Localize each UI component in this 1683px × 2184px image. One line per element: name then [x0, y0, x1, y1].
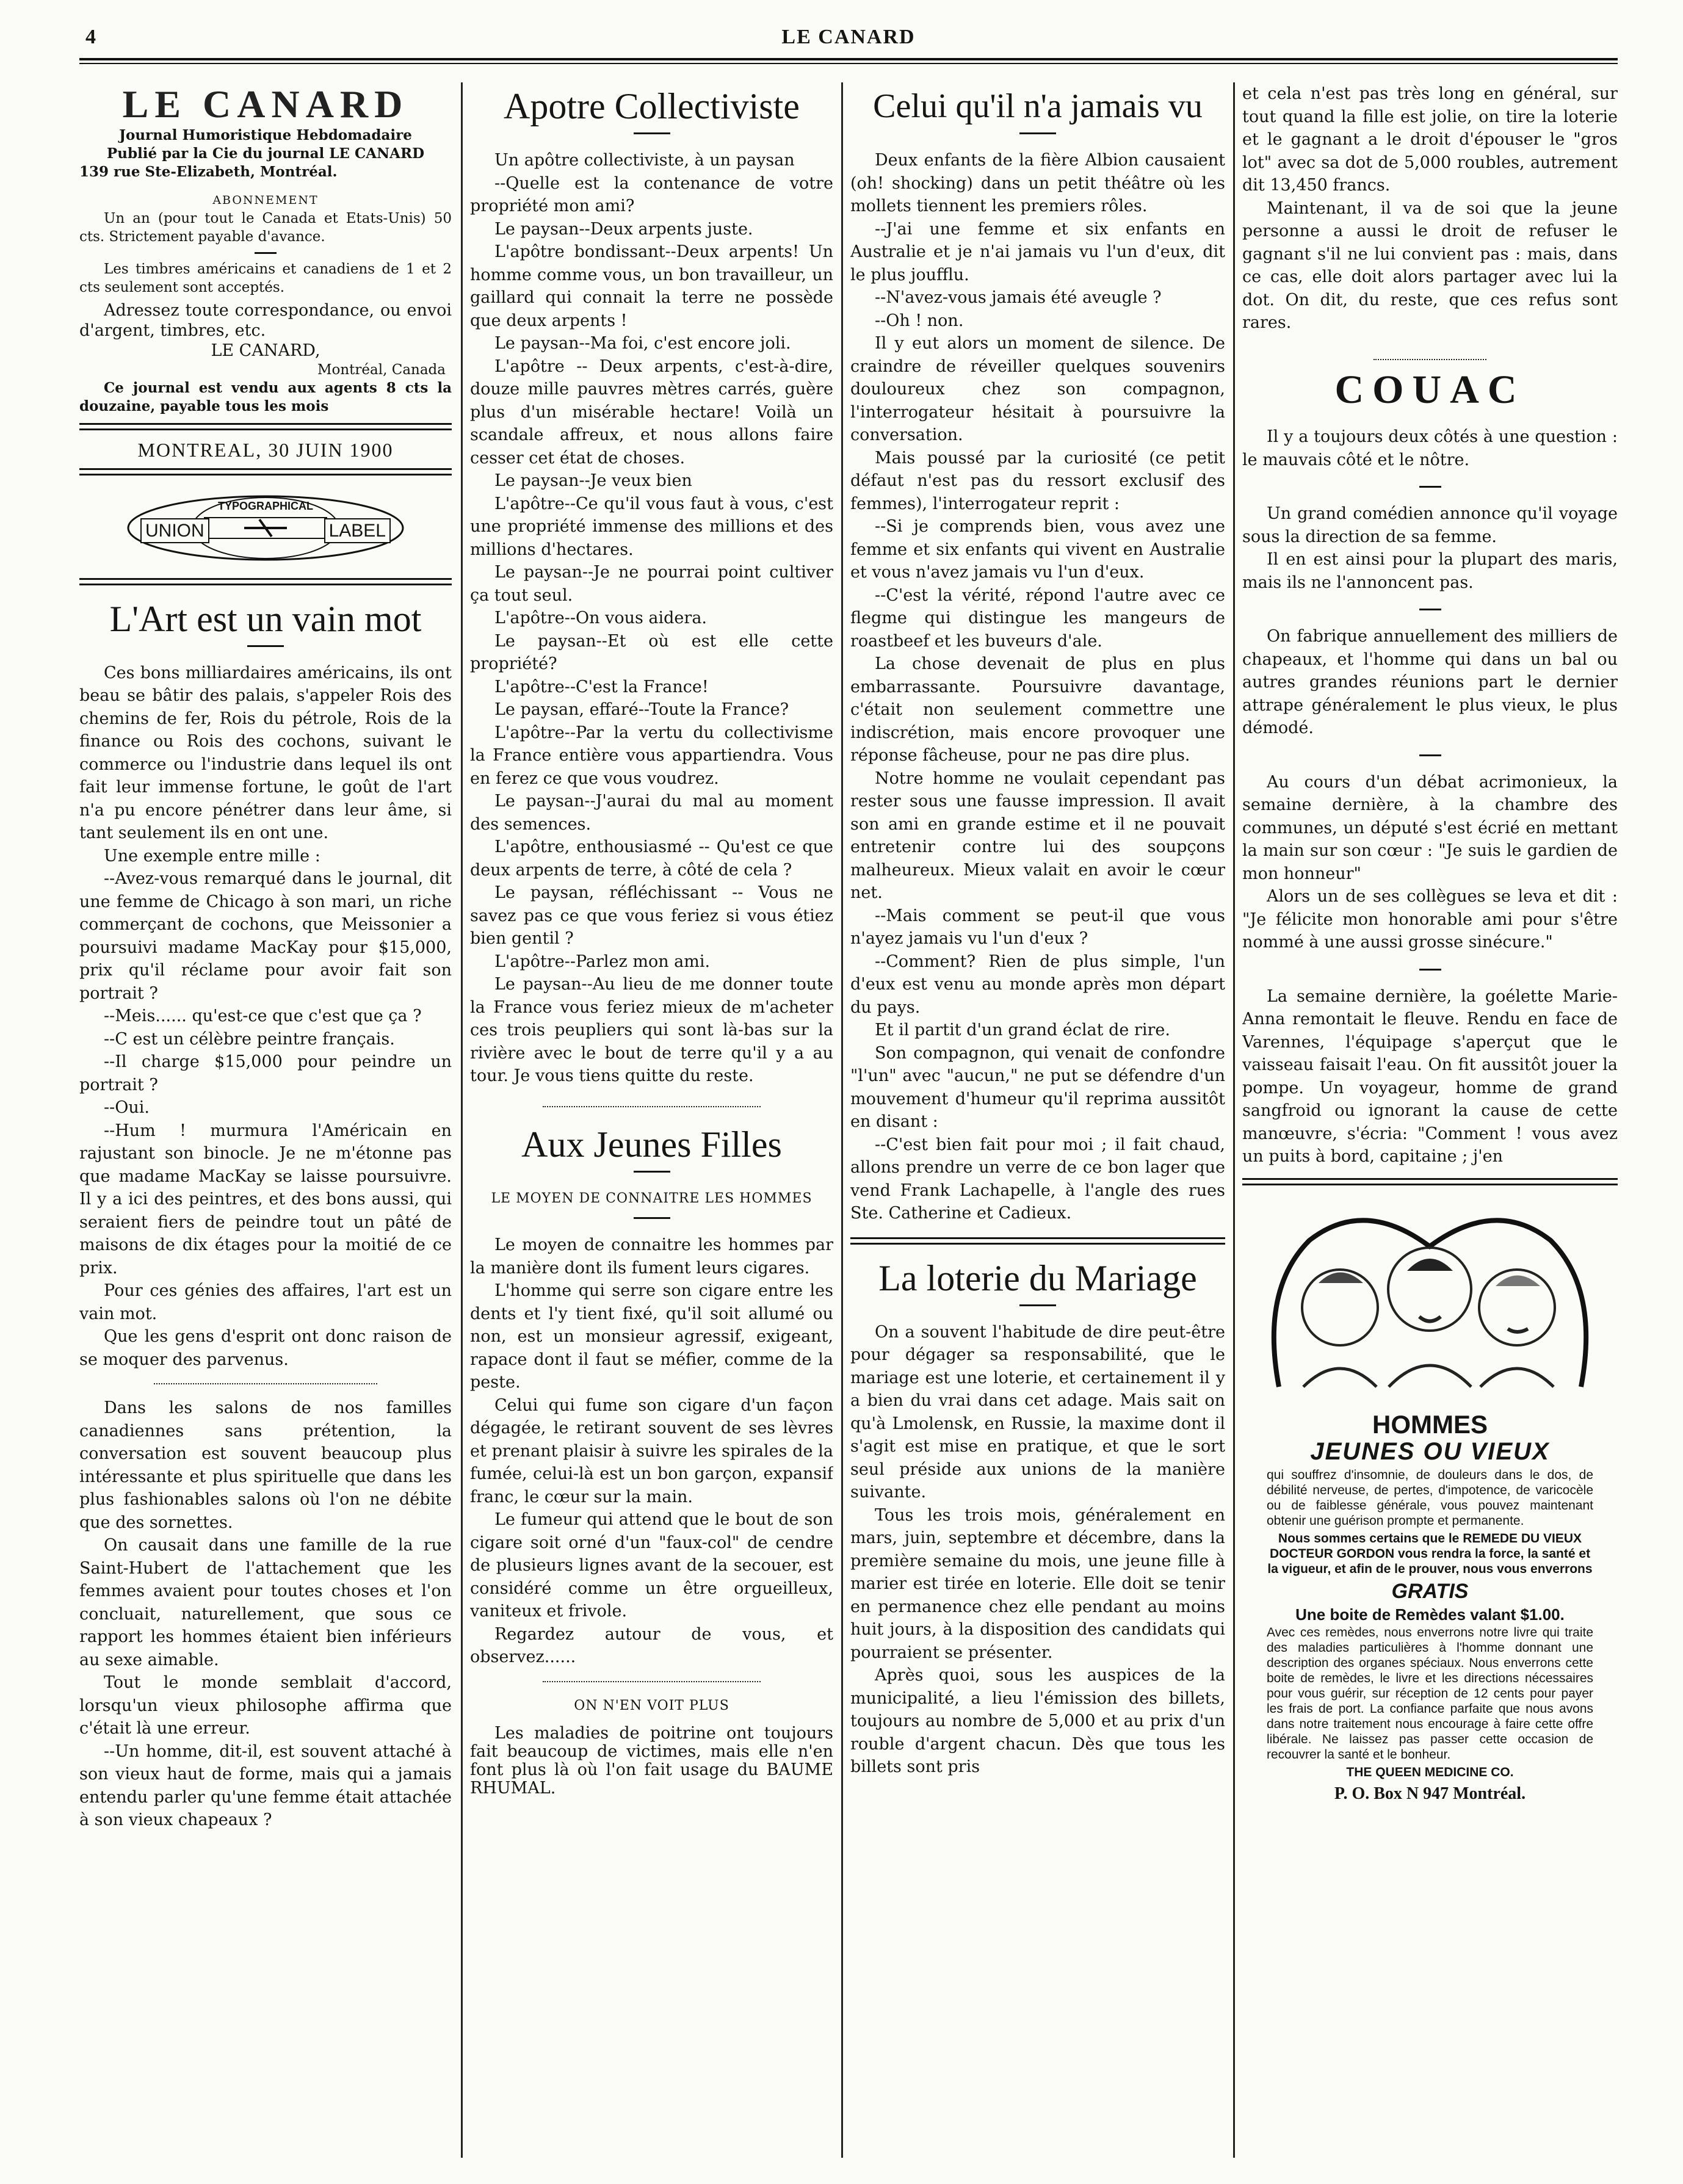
column-2	[470, 82, 833, 2158]
ornament-divider	[1374, 359, 1486, 360]
paragraph: --N'avez-vous jamais été aveugle ?	[875, 288, 1162, 307]
ad-body: Avec ces remèdes, nous enverrons notre livre qui traite des maladies particulières à l'homme donnant une description des organes spéciaux. Nous enverrons cette boite de remèdes, le livre et les directions nécessaires pour vous guérir, sur réception de 12 cents pour payer les frais de port. La confiance parfaite que nous avons dans notre traitement nous encourage à faire cette offre libérale. Ne laissez pas passer cette occasion de recouvrer la santé et le bonheur.	[1267, 1625, 1593, 1762]
section-rule	[79, 578, 452, 585]
divider	[1419, 754, 1441, 756]
union-label-logo	[122, 490, 409, 563]
paragraph: Deux enfants de la fière Albion causaient (oh! shocking) dans un petit théâtre où les mollets tiennent les premiers rôles.	[850, 151, 1225, 215]
ad-body: qui souffrez d'insomnie, de douleurs dans le dos, de débilité nerveuse, de pertes, d'impotence, de varicocèle ou de faiblesse générale, vous pouvez maintenant obtenir une guérison prompte et permanente.	[1267, 1468, 1593, 1528]
paragraph: L'apôtre, enthousiasmé -- Qu'est ce que deux arpents de terre, à côté de cela ?	[470, 837, 833, 880]
paragraph: Le fumeur qui attend que le bout de son cigare soit orné d'un "faux-col" de cendre de plusieurs lignes avant de la secouer, est considéré comme un être orgueilleux, vaniteux et frivole.	[470, 1510, 833, 1621]
paragraph: Il y a toujours deux côtés à une question : le mauvais côté et le nôtre.	[1242, 427, 1618, 469]
section-title-couac: COUAC	[1334, 367, 1526, 412]
union-label-right: LABEL	[324, 518, 391, 544]
article-body-loterie-continued	[1242, 82, 1618, 334]
masthead-title: LE CANARD	[122, 82, 409, 126]
paragraph: Maintenant, il va de soi que la jeune personne a aussi le droit de refuser le gagnant s'il ne lui convient pas : mais, dans ce cas, elle doit alors partager avec lui la dot. On dit, du reste, que ces refus sont rares.	[1242, 198, 1618, 332]
article-body-celui	[850, 149, 1225, 1225]
paragraph: Un grand comédien annonce qu'il voyage sous la direction de sa femme.	[1242, 504, 1618, 546]
column-1	[79, 82, 452, 2158]
article-title-celui: Celui qu'il n'a jamais vu	[873, 87, 1203, 125]
ad-company: THE QUEEN MEDICINE CO.	[1346, 1765, 1514, 1779]
paragraph: Le paysan, effaré--Toute la France?	[494, 700, 789, 719]
ad-body: Nous sommes certains que le REMEDE DU VIEUX DOCTEUR GORDON vous rendra la force, la santé et la vigueur, et afin de le prouver, nous vous enverrons	[1267, 1531, 1593, 1576]
union-label-left: UNION	[140, 518, 209, 544]
abonnement-text: Un an (pour tout le Canada et Etats-Unis) 50 cts. Strictement payable d'avance.	[79, 211, 452, 245]
running-header	[79, 24, 1618, 55]
ad-offer: Une boite de Remèdes valant $1.00.	[1295, 1605, 1565, 1624]
paragraph: Tout le monde semblait d'accord, lorsqu'un vieux philosophe affirma que c'était là une erreur.	[79, 1673, 452, 1738]
paragraph: Le paysan--Et où est elle cette propriété?	[470, 631, 833, 673]
advertisement	[1254, 1204, 1605, 1803]
paragraph: et cela n'est pas très long en général, sur tout quand la fille est jolie, on tire la loterie et le gagnant a le droit d'épouser le "gros lot" avec sa dot de 5,000 roubles, autrement dit 13,450 francs.	[1242, 84, 1618, 195]
paragraph: Dans les salons de nos familles canadiennes sans prétention, la conversation est souvent beaucoup plus intéressante et plus spirituelle que dans les plus fashionables salons où l'on ne débite que des sornettes.	[79, 1398, 452, 1532]
paragraph: --Comment? Rien de plus simple, l'un d'eux est venu au monde après mon départ du pays.	[850, 952, 1225, 1017]
paragraph: L'apôtre bondissant--Deux arpents! Un homme comme vous, un bon travailleur, un gaillard qui connait la terre ne possède que deux arpents !	[470, 242, 833, 330]
divider	[634, 1171, 670, 1173]
paragraph: Pour ces génies des affaires, l'art est un vain mot.	[79, 1281, 452, 1323]
paragraph: L'apôtre -- Deux arpents, c'est-à-dire, douze mille pauvres mètres carrés, guère plus d'un misérable hectare! Voilà un scandale affreux, et nous allons faire cesser cet état de choses.	[470, 356, 833, 468]
ornament-divider	[543, 1681, 761, 1682]
paragraph: Son compagnon, qui venait de confondre "l'un" avec "aucun," ne put se défendre d'un mouvement d'humeur qu'il reprima aussitôt en disant :	[850, 1043, 1225, 1131]
paragraph: L'apôtre--C'est la France!	[494, 677, 709, 696]
paragraph: Le paysan--J'aurai du mal au moment des semences.	[470, 792, 833, 834]
divider	[1419, 609, 1441, 610]
issue-date: MONTREAL, 30 JUIN 1900	[137, 439, 394, 461]
divider	[634, 1217, 670, 1219]
column-separator	[461, 82, 463, 2158]
paragraph: L'apôtre--On vous aidera.	[494, 609, 707, 627]
date-rule-bottom	[79, 468, 452, 475]
paragraph: --Oui.	[104, 1098, 150, 1117]
article-title-art: L'Art est un vain mot	[109, 598, 422, 639]
masthead-publisher: Publié par la Cie du journal LE CANARD	[106, 145, 425, 162]
article-body-jeunes-filles	[470, 1234, 833, 1669]
paragraph: --C est un célèbre peintre français.	[104, 1029, 395, 1049]
divider	[255, 252, 277, 254]
paragraph: Tous les trois mois, généralement en mars, juin, septembre et décembre, dans la première semaine du mois, une jeune fille à marier est tirée en loterie. Elle doit se tenir en permanence chez elle pendant au moins huit jours, à la disposition des candidats qui pourraient se présenter.	[850, 1505, 1225, 1662]
paragraph: Alors un de ses collègues se leva et dit : "Je félicite mon honorable ami pour s'être nommé à une aussi grosse sinécure."	[1242, 887, 1618, 952]
article-title-jeunes-filles: Aux Jeunes Filles	[521, 1124, 782, 1165]
adressez-text: Adressez toute correspondance, ou envoi d'argent, timbres, etc.	[79, 301, 452, 340]
paragraph: L'homme qui serre son cigare entre les dents et l'y tient fixé, qu'il soit allumé ou non, est un monsieur agressif, exigeant, rapace dont il faut se méfier, comme de la peste.	[470, 1281, 833, 1392]
article-title-apotre: Apotre Collectiviste	[504, 86, 800, 126]
divider	[1419, 486, 1441, 488]
paragraph: Il y eut alors un moment de silence. De craindre de réveiller quelques souvenirs douloureux chez son compagnon, l'interrogateur hésitait à poursuivre la conversation.	[850, 334, 1225, 444]
paragraph: Au cours d'un débat acrimonieux, la semaine dernière, à la chambre des communes, un député s'est écrié en mettant la main sur son cœur : "Je suis le gardien de mon honneur"	[1242, 772, 1618, 883]
paragraph: --Oh ! non.	[875, 311, 964, 330]
paragraph: --C'est la vérité, répond l'autre avec ce flegme qui distingue les mangeurs de roastbeef et les buveurs d'ale.	[850, 585, 1225, 651]
vendu-text: Ce journal est vendu aux agents 8 cts la douzaine, payable tous les mois	[79, 380, 452, 414]
paragraph: --Si je comprends bien, vous avez une femme et six enfants qui vivent en Australie et vous n'avez jamais vu l'un d'eux.	[850, 517, 1225, 582]
ad-headline: HOMMES	[1372, 1410, 1488, 1439]
paragraph: Le moyen de connaitre les hommes par la manière dont ils fument leurs cigares.	[470, 1235, 833, 1278]
ad-gratis: GRATIS	[1391, 1580, 1469, 1603]
paragraph: La semaine dernière, la goélette Marie-Anna remontait le fleuve. Rendu en face de Varennes, l'équipage s'aperçut que le vaisseau faisait l'eau. On fit aussitôt jouer la pompe. Un voyageur, homme de grand sangfroid ou ignorant la cause de cette manœuvre, s'écria: "Comment ! vous avez un puits à bord, capitaine ; j'en	[1242, 986, 1618, 1166]
ornament-divider	[543, 1106, 761, 1107]
abonnement-label: ABONNEMENT	[212, 193, 319, 207]
paragraph: L'apôtre--Parlez mon ami.	[494, 952, 711, 971]
three-men-portrait-icon	[1254, 1204, 1605, 1405]
header-rule	[79, 58, 1618, 60]
paragraph: --J'ai une femme et six enfants en Australie et je n'ai jamais vu l'un d'eux, dit le plus joufflu.	[850, 219, 1225, 284]
paragraph: Le paysan, réfléchissant -- Vous ne savez pas ce que vous feriez si vous étiez bien gentil ?	[470, 883, 833, 948]
paragraph: --Avez-vous remarqué dans le journal, dit une femme de Chicago à son mari, un riche commerçant de cochons, que Meissonier a poursuivi madame MacKay pour $15,000, prix qu'il réclame pour avoir fait son portrait ?	[79, 869, 452, 1003]
paragraph: L'apôtre--Ce qu'il vous faut à vous, c'est une propriété immense des millions et des millions d'hectares.	[470, 494, 833, 559]
divider	[1419, 969, 1441, 971]
paragraph: --Un homme, dit-il, est souvent attaché à son vieux haut de forme, mais qui a jamais entendu parler qu'une femme était attachée à son vieux chapeaux ?	[79, 1741, 452, 1829]
paragraph: On causait dans une famille de la rue Saint-Hubert de l'attachement que les femmes avaient pour toutes choses et l'on concluait, naturellement, que sous ce rapport les hommes étaient bien inférieurs au sexe aimable.	[79, 1536, 452, 1669]
paragraph: Le paysan--Deux arpents juste.	[494, 219, 753, 239]
union-label-top: TYPOGRAPHICAL	[217, 499, 313, 512]
ornament-divider	[154, 1383, 377, 1384]
paragraph: --Hum ! murmura l'Américain en rajustant son binocle. Je ne m'étonne pas que madame MacKay se laisse poursuivre. Il y a ici des peintres, et des bons aussi, qui seraient fiers de peindre tout un pâté de maisons de dix étages pour la moitié de ce prix.	[79, 1121, 452, 1278]
masthead-address: 139 rue Ste-Elizabeth, Montréal.	[79, 164, 338, 180]
ad-subheadline: JEUNES OU VIEUX	[1310, 1438, 1550, 1465]
paragraph: Le paysan--Je ne pourrai point cultiver ça tout seul.	[470, 563, 833, 605]
article-subtitle: LE MOYEN DE CONNAITRE LES HOMMES	[491, 1190, 813, 1206]
paragraph: Celui qui fume son cigare d'un façon dégagée, le retirant souvent de ses lèvres et prenant plaisir à suivre les spirales de la fumée, celui-là est un bon garçon, expansif franc, le cœur sur la main.	[470, 1395, 833, 1506]
article-body-apotre	[470, 149, 833, 1088]
signature-city: Montréal, Canada	[317, 362, 446, 378]
column-separator	[841, 82, 843, 2158]
paragraph: Un apôtre collectiviste, à un paysan	[494, 151, 795, 170]
divider	[1019, 1304, 1056, 1306]
paragraph: Une exemple entre mille :	[104, 846, 320, 866]
running-title: LE CANARD	[781, 26, 916, 48]
paragraph: --C'est bien fait pour moi ; il fait chaud, allons prendre un verre de ce bon lager que vend Frank Lachapelle, à l'angle des rues Ste. Catherine et Cadieux.	[850, 1135, 1225, 1223]
masthead-subtitle: Journal Humoristique Hebdomadaire	[119, 127, 412, 143]
paragraph: --Quelle est la contenance de votre propriété mon ami?	[470, 173, 833, 215]
ad-address: P. O. Box N 947 Montréal.	[1334, 1784, 1526, 1803]
paragraph: Mais poussé par la curiosité (ce petit défaut n'est pas du ressort exclusif des femmes), l'interrogateur reprit :	[850, 448, 1225, 513]
article-title-loterie: La loterie du Mariage	[878, 1257, 1197, 1298]
divider	[1019, 132, 1056, 134]
paragraph: L'apôtre--Par la vertu du collectivisme la France entière vous appartiendra. Vous en ferez ce que vous voudrez.	[470, 723, 833, 788]
divider	[634, 132, 670, 134]
paragraph: On fabrique annuellement des milliers de chapeaux, et l'homme qui dans un bal ou autres grandes réunions part le dernier attrape généralement le plus vieux, le plus démodé.	[1242, 627, 1618, 737]
paragraph: Les maladies de poitrine ont toujours fait beaucoup de victimes, mais elle n'en font plus là où l'on fait usage du BAUME RHUMAL.	[470, 1724, 833, 1798]
divider	[247, 645, 284, 647]
paragraph: Le paysan--Ma foi, c'est encore joli.	[494, 334, 791, 353]
section-rule	[1242, 1178, 1618, 1185]
column-separator	[1233, 82, 1235, 2158]
header-rule-thin	[79, 63, 1618, 64]
paragraph: --Il charge $15,000 pour peindre un portrait ?	[79, 1052, 452, 1094]
paragraph: Notre homme ne voulait cependant pas rester sous une fausse impression. Il avait son ami en grande estime et il ne pouvait entretenir contre lui des soupçons malheureux. Mieux valait en avoir le cœur net.	[850, 768, 1225, 902]
article-body-loterie	[850, 1321, 1225, 1779]
column-3	[850, 82, 1225, 2158]
paragraph: --Meis...... qu'est-ce que c'est que ça ?	[104, 1007, 422, 1025]
timbres-text: Les timbres américains et canadiens de 1 et 2 cts seulement sont acceptés.	[79, 261, 452, 295]
paragraph: La chose devenait de plus en plus embarrassante. Poursuivre davantage, c'était non seulement commettre une indiscrétion, mais encore provoquer une réponse fâcheuse, pour ne pas dire plus.	[850, 654, 1225, 765]
paragraph: Après quoi, sous les auspices de la municipalité, a lieu l'émission des billets, toujours au nombre de 5,000 et au prix d'un rouble d'argent chacun. Dès que tous les billets sont pris	[850, 1666, 1225, 1776]
section-rule	[850, 1237, 1225, 1245]
paragraph: On a souvent l'habitude de dire peut-être pour dégager sa responsabilité, que le mariage est une loterie, et certainement il y a bien du vrai dans cet adage. Mais sait on qu'à Lmolensk, en Russie, la maxime dont il s'agit est mise en pratique, et que le sort seul préside aux unions de la manière suivante.	[850, 1322, 1225, 1502]
page-number: 4	[85, 26, 96, 48]
signature-name: LE CANARD,	[211, 341, 320, 360]
paragraph: Le paysan--Je veux bien	[494, 471, 692, 490]
paragraph: Que les gens d'esprit ont donc raison de se moquer des parvenus.	[79, 1327, 452, 1369]
article-title-on-nen-voit-plus: ON N'EN VOIT PLUS	[574, 1698, 729, 1713]
paragraph: Le paysan--Au lieu de me donner toute la France vous feriez mieux de m'acheter ces trois peupliers qui sont là-bas sur la rivière avec le bout de terre qu'il y a au tour. Je vous tiens quitte du reste.	[470, 975, 833, 1085]
paragraph: Il en est ainsi pour la plupart des maris, mais ils ne l'annoncent pas.	[1242, 550, 1618, 592]
column-4	[1242, 82, 1618, 2158]
date-rule-top	[79, 423, 452, 430]
paragraph: Ces bons milliardaires américains, ils ont beau se bâtir des palais, s'appeler Rois des chemins de fer, Rois du pétrole, Rois de la finance ou Rois des cochons, suivant le commerce ou l'industrie dans lequel ils ont fait leur immense fortune, le goût de l'art n'a pu encore pénétrer dans leur âme, si tant seulement ils en ont une.	[79, 663, 452, 842]
paragraph: Et il partit d'un grand éclat de rire.	[875, 1021, 1170, 1040]
paragraph: --Mais comment se peut-il que vous n'ayez jamais vu l'un d'eux ?	[850, 906, 1225, 948]
paragraph: Regardez autour de vous, et observez......	[470, 1624, 833, 1666]
